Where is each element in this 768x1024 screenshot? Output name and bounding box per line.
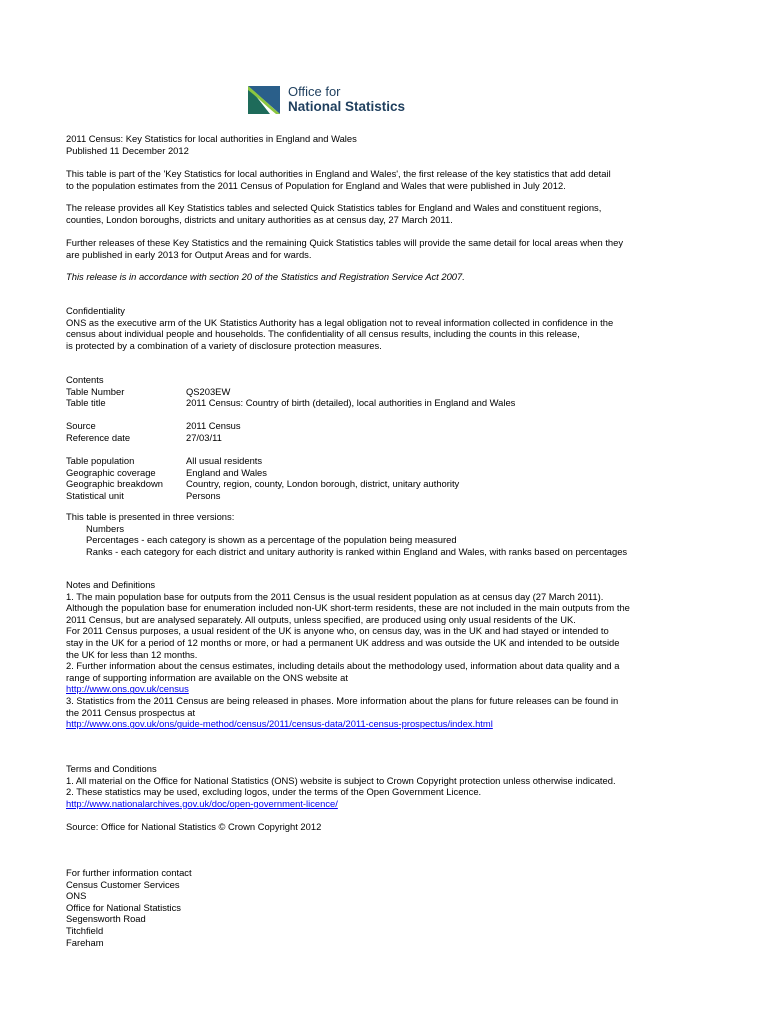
text-line: the UK for less than 12 months. xyxy=(66,648,198,660)
contents-key: Geographic breakdown xyxy=(66,478,163,490)
contents-row xyxy=(66,432,686,444)
contact-line: Segensworth Road xyxy=(66,913,146,925)
text-line: 2011 Census, but are analysed separately. All outputs, unless specified, are produced using only usual residents of the UK. xyxy=(66,613,576,625)
text-line: is protected by a combination of a variety of disclosure protection measures. xyxy=(66,339,382,351)
published-date: Published 11 December 2012 xyxy=(66,144,189,156)
contents-key: Statistical unit xyxy=(66,489,124,501)
versions-intro: This table is presented in three versions: xyxy=(66,511,235,522)
contents-row xyxy=(66,455,686,467)
text-line: counties, London boroughs, districts and unitary authorities as at census day, 27 March 2011. xyxy=(66,213,453,225)
text-line: 2. Further information about the census estimates, including details about the methodology used, information about data quality and a xyxy=(66,660,620,672)
source-copyright: Source: Office for National Statistics © Crown Copyright 2012 xyxy=(66,821,322,832)
contents-row xyxy=(66,478,686,490)
contents-value: All usual residents xyxy=(186,455,263,467)
text-line: are published in early 2013 for Output Areas and for wards. xyxy=(66,248,312,260)
contact-line: Titchfield xyxy=(66,924,104,936)
text-line: For 2011 Census purposes, a usual resident of the UK is anyone who, on census day, was in the UK and had stayed or intended to xyxy=(66,625,609,637)
contact-line: Fareham xyxy=(66,936,104,948)
contents-row xyxy=(66,467,686,479)
intro-paragraph-2 xyxy=(66,202,601,225)
terms-heading: Terms and Conditions xyxy=(66,763,157,774)
notes-section xyxy=(66,579,630,730)
heading-block xyxy=(66,133,357,156)
contact-line: Office for National Statistics xyxy=(66,901,181,913)
contents-value: Country, region, county, London borough, district, unitary authority xyxy=(186,478,460,490)
contents-value: QS203EW xyxy=(186,385,231,397)
text-line: Further releases of these Key Statistics and the remaining Quick Statistics tables will provide the same detail for local areas when they xyxy=(66,237,624,248)
document-title: 2011 Census: Key Statistics for local authorities in England and Wales xyxy=(66,133,357,144)
version-item: Ranks - each category for each district and unitary authority is ranked within England and Wales, with ranks based on percentages xyxy=(86,545,628,557)
intro-paragraph-4 xyxy=(66,271,465,283)
contents-key: Source xyxy=(66,420,96,432)
text-line: census about individual people and households. The confidentiality of all census results, including the counts in this release, xyxy=(66,328,580,340)
ons-logo xyxy=(246,84,406,116)
text-line: 1. All material on the Office for National Statistics (ONS) website is subject to Crown Copyright protection unless otherwise indicated. xyxy=(66,774,616,786)
text-line: This release is in accordance with section 20 of the Statistics and Registration Service Act 2007. xyxy=(66,271,465,282)
intro-paragraph-3 xyxy=(66,237,623,260)
logo-line-2: National Statistics xyxy=(288,99,406,114)
contents-key: Table title xyxy=(66,397,106,409)
ons-logo-icon xyxy=(246,84,282,116)
text-line: 1. The main population base for outputs from the 2011 Census is the usual resident population as at census day (27 March 2011). xyxy=(66,590,604,602)
contact-heading: For further information contact xyxy=(66,867,192,878)
text-line: Although the population base for enumeration included non-UK short-term residents, these are not included in the main outputs from the xyxy=(66,602,630,614)
notes-heading: Notes and Definitions xyxy=(66,579,156,590)
contact-line: ONS xyxy=(66,890,87,902)
terms-section xyxy=(66,763,616,809)
contents-row xyxy=(66,397,686,409)
contents-row xyxy=(66,420,686,432)
version-item: Percentages - each category is shown as a percentage of the population being measured xyxy=(86,534,457,546)
contents-value: 2011 Census: Country of birth (detailed), local authorities in England and Wales xyxy=(186,397,516,409)
contents-section xyxy=(66,374,686,502)
licence-link[interactable]: http://www.nationalarchives.gov.uk/doc/open-government-licence/ xyxy=(66,797,338,809)
text-line: stay in the UK for a period of 12 months or more, or had a permanent UK address and was outside the UK and intended to be outside xyxy=(66,636,620,648)
logo-line-1: Office for xyxy=(288,84,341,99)
text-line: to the population estimates from the 2011 Census of Population for England and Wales that were published in July 2012. xyxy=(66,179,566,191)
contact-line: Census Customer Services xyxy=(66,878,180,890)
confidentiality-section xyxy=(66,305,613,351)
contents-row xyxy=(66,386,686,398)
contents-key: Reference date xyxy=(66,431,131,443)
prospectus-link[interactable]: http://www.ons.gov.uk/ons/guide-method/census/2011/census-data/2011-census-prospectus/index.html xyxy=(66,718,493,730)
text-line: range of supporting information are available on the ONS website at xyxy=(66,671,348,683)
contents-key: Table population xyxy=(66,455,135,467)
text-line: ONS as the executive arm of the UK Statistics Authority has a legal obligation not to reveal information collected in confidence in the xyxy=(66,316,614,328)
contents-value: Persons xyxy=(186,489,221,501)
contents-key: Geographic coverage xyxy=(66,466,156,478)
text-line: 3. Statistics from the 2011 Census are being released in phases. More information about the plans for future releases can be found in xyxy=(66,694,619,706)
intro-paragraph-1 xyxy=(66,168,611,191)
contact-section xyxy=(66,867,192,948)
confidentiality-heading: Confidentiality xyxy=(66,305,125,316)
text-line: the 2011 Census prospectus at xyxy=(66,706,196,718)
contents-heading: Contents xyxy=(66,374,104,385)
text-line: The release provides all Key Statistics tables and selected Quick Statistics tables for England and Wales and constituent regions, xyxy=(66,202,602,213)
source-line xyxy=(66,821,321,833)
contents-key: Table Number xyxy=(66,385,125,397)
contents-value: 2011 Census xyxy=(186,420,241,432)
census-link[interactable]: http://www.ons.gov.uk/census xyxy=(66,683,189,695)
contents-value: 27/03/11 xyxy=(186,431,222,443)
text-line: This table is part of the 'Key Statistics for local authorities in England and Wales', the first release of the key statistics that add detail xyxy=(66,168,611,179)
contents-value: England and Wales xyxy=(186,466,267,478)
versions-section xyxy=(66,511,627,557)
version-item: Numbers xyxy=(86,522,125,534)
contents-row xyxy=(66,490,686,502)
text-line: 2. These statistics may be used, excluding logos, under the terms of the Open Government Licence. xyxy=(66,786,482,798)
